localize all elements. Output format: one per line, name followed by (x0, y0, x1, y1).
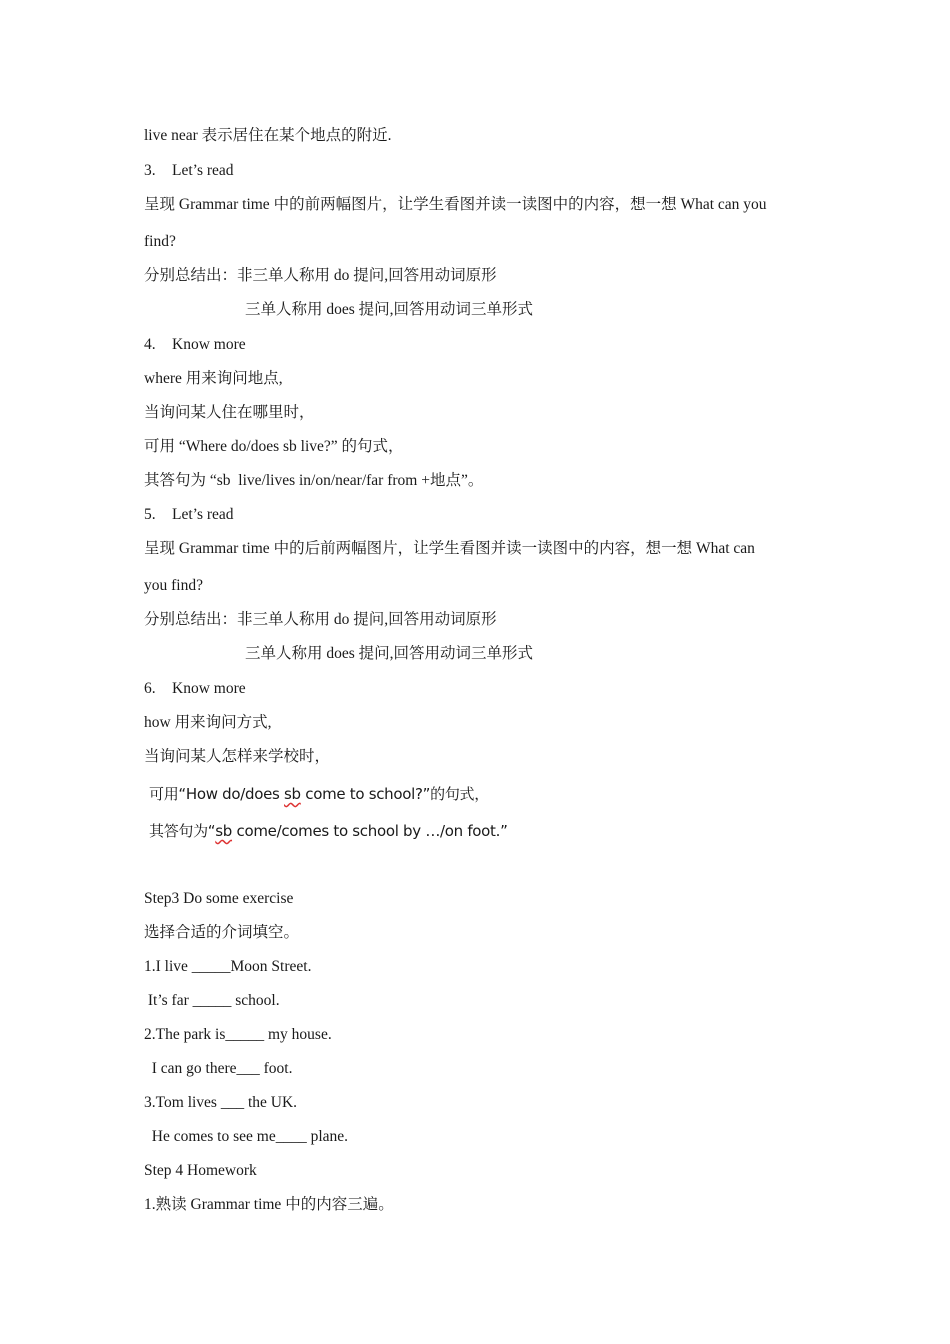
text-line: 1.熟读 Grammar time 中的内容三遍。 (144, 1196, 394, 1213)
text-line: 三单人称用 does 提问,回答用动词三单形式 (245, 301, 534, 318)
step-heading: Step3 Do some exercise (144, 890, 294, 907)
section-number: 6. (144, 680, 156, 697)
text-line: 三单人称用 does 提问,回答用动词三单形式 (245, 645, 534, 662)
exercise-line: I can go there___ foot. (144, 1060, 293, 1077)
text-line: 分别总结出：非三单人称用 do 提问,回答用动词原形 (144, 611, 497, 628)
text-line: you find? (144, 577, 203, 594)
section-heading (144, 335, 246, 355)
spellcheck-word: sb (215, 822, 233, 840)
text-line: 呈现 Grammar time 中的后前两幅图片，让学生看图并读一读图中的内容，想一想 What can (144, 540, 755, 557)
exercise-line: He comes to see me____ plane. (144, 1128, 349, 1145)
text-line: 分别总结出：非三单人称用 do 提问,回答用动词原形 (144, 267, 497, 284)
exercise-line: 2.The park is_____ my house. (144, 1026, 332, 1043)
section-heading (144, 505, 234, 525)
section-number: 3. (144, 162, 156, 179)
text-line: how 用来询问方式, (144, 714, 272, 731)
spellcheck-word: sb (284, 785, 301, 803)
image-text-line (149, 784, 489, 804)
text-line: where 用来询问地点, (144, 370, 283, 387)
text-line: 可用 “Where do/does sb live?” 的句式， (144, 438, 404, 455)
text-line: 其答句为 “sb live/lives in/on/near/far from +地点”。 (144, 472, 484, 489)
exercise-line: 1.I live _____Moon Street. (144, 958, 312, 975)
section-heading (144, 161, 234, 181)
text-line: 选择合适的介词填空。 (144, 924, 300, 941)
text-line: live near 表示居住在某个地点的附近. (144, 127, 392, 144)
text-line: find? (144, 233, 176, 250)
step-heading: Step 4 Homework (144, 1162, 257, 1179)
section-title: Let’s read (172, 162, 234, 179)
section-title: Know more (172, 680, 246, 697)
text-line: 当询问某人住在哪里时， (144, 404, 315, 421)
image-text: come to school?”的句式， (300, 785, 489, 803)
exercise-line: 3.Tom lives ___ the UK. (144, 1094, 298, 1111)
section-number: 5. (144, 506, 156, 523)
image-text: 其答句为“ (149, 822, 216, 840)
exercise-line: It’s far _____ school. (144, 992, 280, 1009)
image-text-line (149, 821, 508, 841)
section-title: Let’s read (172, 506, 234, 523)
image-text: come/comes to school by …/on foot.” (232, 822, 508, 840)
text-line: 当询问某人怎样来学校时， (144, 748, 331, 765)
section-heading (144, 679, 246, 699)
section-number: 4. (144, 336, 156, 353)
text-line: 呈现 Grammar time 中的前两幅图片，让学生看图并读一读图中的内容，想一想 What can you (144, 196, 767, 213)
section-title: Know more (172, 336, 246, 353)
image-text: 可用“How do/does (149, 785, 285, 803)
